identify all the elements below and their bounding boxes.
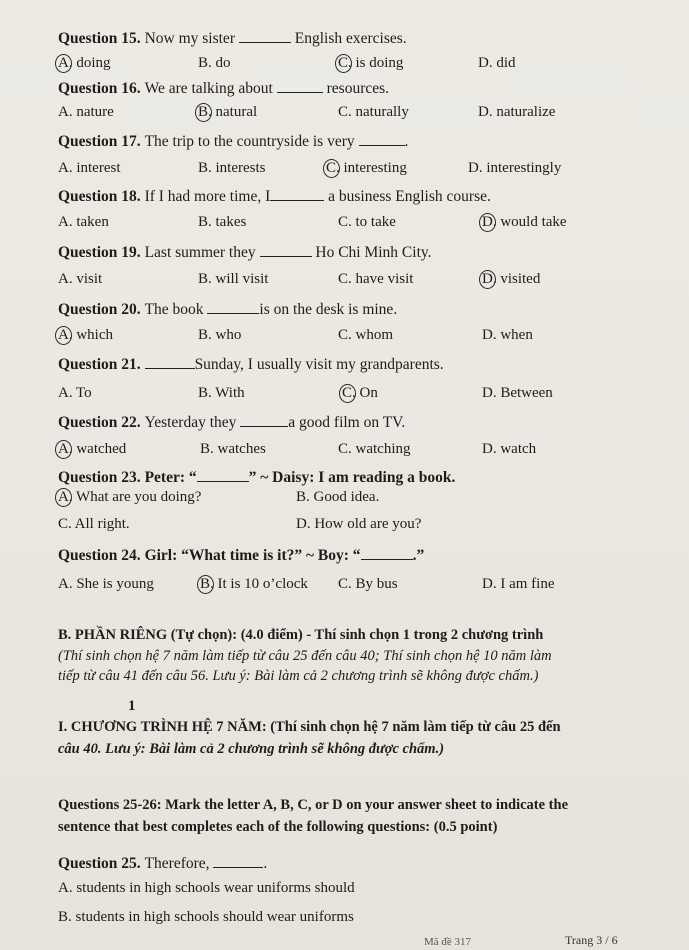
option-b: B. watches <box>200 441 266 457</box>
page-number: Trang 3 / 6 <box>565 933 618 947</box>
option-c: C. have visit <box>338 271 414 287</box>
option-d: D. I am fine <box>482 576 555 592</box>
section-b-title: B. PHẦN RIÊNG (Tự chọn): (4.0 điểm) - Thí sinh chọn 1 trong 2 chương trình <box>58 627 544 643</box>
option-a: A. visit <box>58 271 103 287</box>
option-a: A. which <box>58 327 113 344</box>
answer-blank <box>207 301 259 314</box>
option-d: D. Between <box>482 385 553 401</box>
question-17: Question 17. The trip to the countryside is very . <box>58 133 409 150</box>
question-21: Question 21. Sunday, I usually visit my grandparents. <box>58 356 444 373</box>
option-b: B. who <box>198 327 242 343</box>
option-d: D. did <box>478 55 516 71</box>
section-b-note-line-2: tiếp từ câu 41 đến câu 56. Lưu ý: Bài làm cả 2 chương trình sẽ không được chấm.) <box>58 668 539 684</box>
option-b: B. It is 10 o’clock <box>200 576 308 593</box>
exam-code: Mã đề 317 <box>424 936 472 948</box>
question-stem-end: English exercises. <box>294 30 407 47</box>
option-a: A. She is young <box>58 576 154 592</box>
question-22: Question 22. Yesterday they a good film on TV. <box>58 414 406 431</box>
option-d: D. visited <box>482 271 540 288</box>
option-b: B. do <box>198 55 231 71</box>
question-16: Question 16. We are talking about resources. <box>58 80 390 97</box>
option-c: C. interesting <box>326 160 407 177</box>
option-d: D. How old are you? <box>296 516 422 532</box>
option-b: B. will visit <box>198 271 269 287</box>
question-19: Question 19. Last summer they Ho Chi Minh City. <box>58 244 432 261</box>
option-b: B. Good idea. <box>296 489 380 505</box>
option-b: B. interests <box>198 160 266 176</box>
option-a: A. students in high schools wear uniforms should <box>58 880 355 896</box>
option-c: C. to take <box>338 214 396 230</box>
question-number: Question 15. <box>58 30 141 47</box>
option-c: C. watching <box>338 441 411 457</box>
question-18: Question 18. If I had more time, I a business English course. <box>58 188 491 205</box>
answer-blank <box>240 414 288 427</box>
option-a: A. What are you doing? <box>58 489 201 506</box>
option-d: D. watch <box>482 441 537 457</box>
instructions-line-2: sentence that best completes each of the following questions: (0.5 point) <box>58 819 498 835</box>
answer-blank <box>277 80 323 93</box>
option-a: A. nature <box>58 104 114 120</box>
option-c: C. naturally <box>338 104 409 120</box>
section-b-note-line-1: (Thí sinh chọn hệ 7 năm làm tiếp từ câu 25 đến câu 40; Thí sinh chọn hệ 10 năm làm <box>58 648 552 664</box>
section-i-title: I. CHƯƠNG TRÌNH HỆ 7 NĂM: (Thí sinh chọn hệ 7 năm làm tiếp từ câu 25 đến <box>58 719 561 735</box>
option-c: C. All right. <box>58 516 130 532</box>
answer-blank <box>213 855 263 868</box>
question-15 <box>58 30 407 48</box>
option-d: D. would take <box>482 214 567 231</box>
handwritten-mark: 1 <box>128 698 136 714</box>
option-b: B. natural <box>198 104 257 121</box>
answer-blank <box>239 30 291 43</box>
option-a: A. interest <box>58 160 121 176</box>
option-a: A. watched <box>58 441 126 458</box>
answer-blank <box>270 188 324 201</box>
option-d: D. naturalize <box>478 104 556 120</box>
option-a: A. To <box>58 385 92 401</box>
option-d: D. when <box>482 327 533 343</box>
option-d: D. interestingly <box>468 160 562 176</box>
option-c: C. is doing <box>338 55 403 72</box>
instructions-line-1: Questions 25-26: Mark the letter A, B, C, or D on your answer sheet to indicate the <box>58 797 569 813</box>
question-24: Question 24. Girl: “What time is it?” ~ Boy: “ .” <box>58 547 425 564</box>
section-i-note: câu 40. Lưu ý: Bài làm cả 2 chương trình sẽ không được chấm.) <box>58 741 445 757</box>
answer-blank <box>361 547 413 560</box>
option-c: C. By bus <box>338 576 398 592</box>
option-b: B. takes <box>198 214 247 230</box>
option-a: A. taken <box>58 214 109 230</box>
answer-blank <box>197 469 249 482</box>
question-stem: Now my sister <box>144 30 235 47</box>
option-c: C. whom <box>338 327 394 343</box>
option-a: A. doing <box>58 55 111 72</box>
question-25: Question 25. Therefore, . <box>58 855 268 872</box>
answer-blank <box>260 244 312 257</box>
question-20: Question 20. The book is on the desk is mine. <box>58 301 398 318</box>
question-23: Question 23. Peter: “ ” ~ Daisy: I am reading a book. <box>58 469 456 486</box>
option-b: B. students in high schools should wear uniforms <box>58 909 354 925</box>
answer-blank <box>145 356 195 369</box>
answer-blank <box>359 133 405 146</box>
option-b: B. With <box>198 385 245 401</box>
option-c: C. On <box>342 385 378 402</box>
